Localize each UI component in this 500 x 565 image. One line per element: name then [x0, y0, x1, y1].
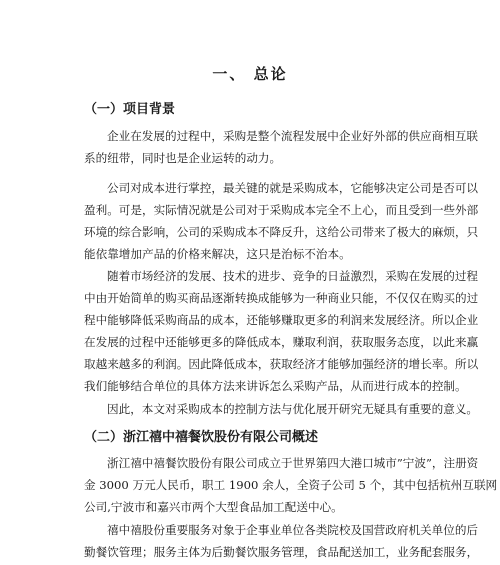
text-line: 我们能够结合单位的具体方法来讲诉怎么采购产品，从而进行成本的控制。: [84, 379, 467, 393]
text-line: 程中能够降低采购商品的成本，还能够赚取更多的利润来发展经济。所以企业: [84, 313, 479, 327]
text-line: 能依靠增加产品的价格来解决，这只是治标不治本。: [84, 247, 351, 261]
text-line: 环境的综合影响，公司的采购成本不降反升，这给公司带来了极大的麻烦，只: [84, 225, 479, 239]
text-line: 公司,宁波市和嘉兴市两个大型食品加工配送中心。: [84, 500, 343, 514]
text-line: 勤餐饮管理；服务主体为后勤餐饮服务管理，食品配送加工，业务配套服务，: [84, 545, 479, 559]
text-line: 禧中禧股份重要服务对象于企事业单位各类院校及国营政府机关单位的后: [107, 523, 479, 537]
paragraph: [84, 452, 498, 518]
chapter-title: 一、 总论: [212, 65, 288, 83]
section-heading-background: （一）项目背景: [84, 102, 176, 117]
text-line: 中由开始简单的购买商品逐渐转换成能够为一种商业只能，不仅仅在购买的过: [84, 291, 479, 305]
paragraph: [84, 398, 479, 420]
text-line: 系的纽带，同时也是企业运转的动力。: [84, 151, 282, 165]
paragraph: [84, 519, 479, 563]
paragraph: [84, 265, 479, 397]
text-line: 金 3000 万元人民币，职工 1900 余人，全资子公司 5 个，其中包括杭州互联网: [84, 478, 498, 492]
text-line: 因此，本文对采购成本的控制方法与优化展开研究无疑具有重要的意义。: [107, 402, 479, 416]
text-line: 浙江禧中禧餐饮股份有限公司成立于世界第四大港口城市”宁波”，注册资: [107, 456, 479, 470]
text-line: 取越来越多的利润。因此降低成本，获取经济才能够加强经济的增长率。所以: [84, 357, 479, 371]
text-line: 在发展的过程中还能够更多的降低成本，赚取利润，获取服务态度，以此来赢: [84, 335, 479, 349]
text-line: 随着市场经济的发展、技术的进步、竞争的日益激烈，采购在发展的过程: [107, 269, 479, 283]
paragraph: [84, 125, 479, 169]
paragraph: [84, 177, 479, 265]
section-heading-company-overview: （二）浙江禧中禧餐饮股份有限公司概述: [84, 430, 319, 445]
text-line: 公司对成本进行掌控，最关键的就是采购成本，它能够决定公司是否可以: [107, 181, 479, 195]
text-line: 盈利。可是，实际情况就是公司对于采购成本完全不上心，而且受到一些外部: [84, 203, 479, 217]
text-line: 企业在发展的过程中，采购是整个流程发展中企业好外部的供应商相互联: [107, 129, 479, 143]
